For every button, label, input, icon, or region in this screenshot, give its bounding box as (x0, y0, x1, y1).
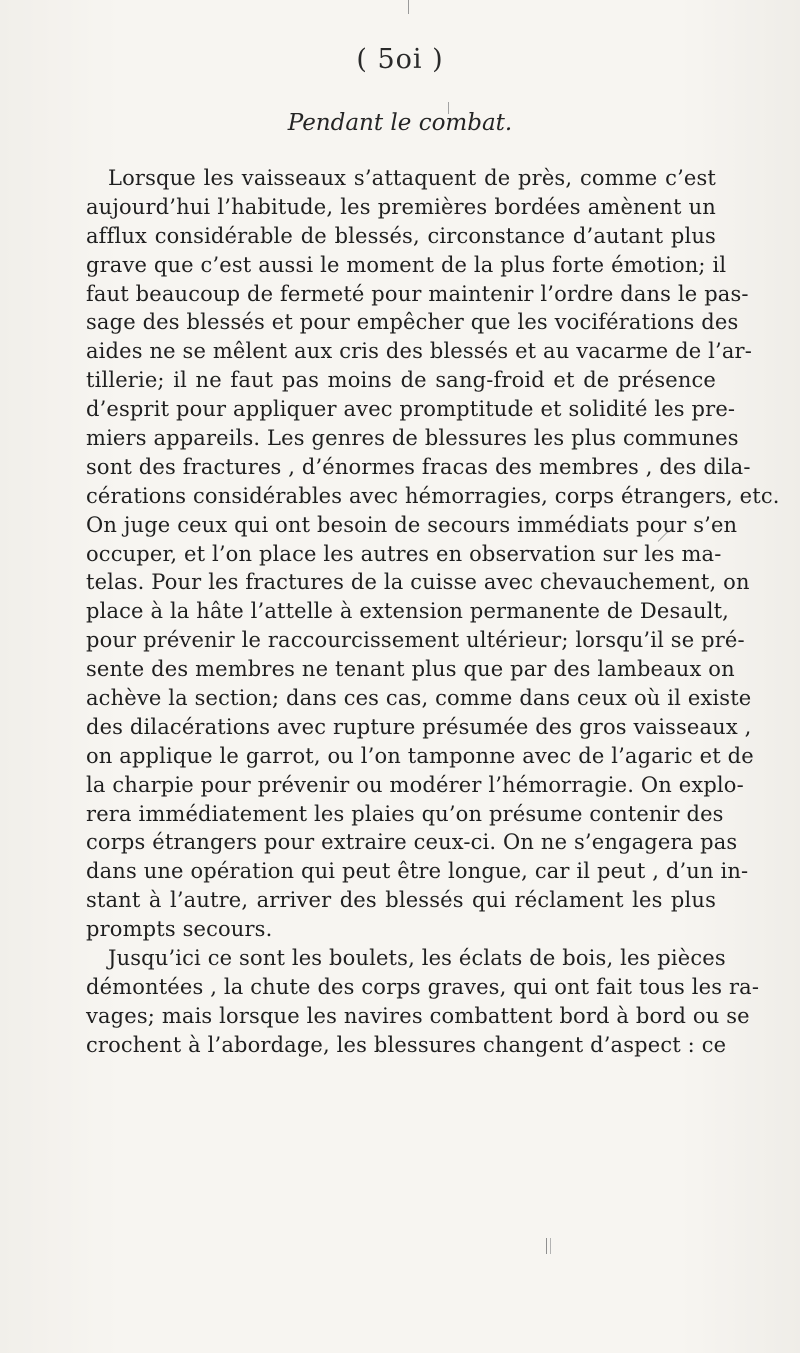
text-line: pour prévenir le raccourcissement ultérieur; lorsqu’il se pré- (86, 628, 745, 653)
text-line: cérations considérables avec hémorragies, corps étrangers, etc. (86, 483, 780, 508)
text-line: des dilacérations avec rupture présumée des gros vaisseaux , (86, 714, 752, 739)
text-line: Lorsque les vaisseaux s’attaquent de près, comme c’est (108, 166, 716, 190)
text-line: corps étrangers pour extraire ceux-ci. On ne s’engagera pas (86, 830, 738, 855)
text-line: démontées , la chute des corps graves, qui ont fait tous les ra- (86, 974, 760, 999)
text-line: aides ne se mêlent aux cris des blessés et au vacarme de l’ar- (86, 339, 752, 364)
text-line: crochent à l’abordage, les blessures changent d’aspect : ce (86, 1032, 727, 1057)
text-line: stant à l’autre, arriver des blessés qui réclament les plus (86, 888, 716, 913)
text-line: place à la hâte l’attelle à extension permanente de Desault, (86, 599, 730, 624)
text-line: sage des blessés et pour empêcher que les vociférations des (86, 310, 739, 335)
text-line: dans une opération qui peut être longue, car il peut , d’un in- (86, 859, 749, 884)
text-line: prompts secours. (86, 917, 273, 942)
text-line: afflux considérable de blessés, circonstance d’autant plus (86, 223, 716, 248)
text-line: vages; mais lorsque les navires combattent bord à bord ou se (86, 1003, 750, 1028)
text-line: grave que c’est aussi le moment de la plus forte émotion; il (86, 252, 727, 277)
text-line: Jusqu’ici ce sont les boulets, les éclats de bois, les pièces (108, 946, 726, 971)
section-title: Pendant le combat. (287, 110, 513, 136)
text-line: la charpie pour prévenir ou modérer l’hémorragie. On explo- (86, 772, 744, 797)
text-line: sente des membres ne tenant plus que par des lambeaux on (86, 657, 735, 682)
text-line: on applique le garrot, ou l’on tamponne avec de l’agaric et de (86, 743, 754, 768)
text-line: occuper, et l’on place les autres en observation sur les ma- (86, 541, 722, 566)
text-line: rera immédiatement les plaies qu’on présume contenir des (86, 801, 724, 826)
scan-mark (546, 1238, 551, 1254)
text-line: d’esprit pour appliquer avec promptitude et solidité les pre- (86, 397, 736, 422)
text-line: miers appareils. Les genres de blessures les plus communes (86, 426, 739, 451)
text-line: On juge ceux qui ont besoin de secours immédiats pour s’en (86, 512, 738, 537)
body-text (86, 164, 780, 1060)
text-line: aujourd’hui l’habitude, les premières bordées amènent un (86, 194, 716, 219)
text-line: telas. Pour les fractures de la cuisse avec chevauchement, on (86, 570, 750, 595)
text-line: achève la section; dans ces cas, comme dans ceux où il existe (86, 686, 752, 711)
scan-mark (408, 0, 409, 14)
text-line: tillerie; il ne faut pas moins de sang-froid et de présence (86, 368, 716, 393)
text-line: faut beaucoup de fermeté pour maintenir l’ordre dans le pas- (86, 281, 749, 306)
page-number: ( 5oi ) (356, 44, 444, 75)
text-line: sont des fractures , d’énormes fracas des membres , des dila- (86, 454, 751, 479)
